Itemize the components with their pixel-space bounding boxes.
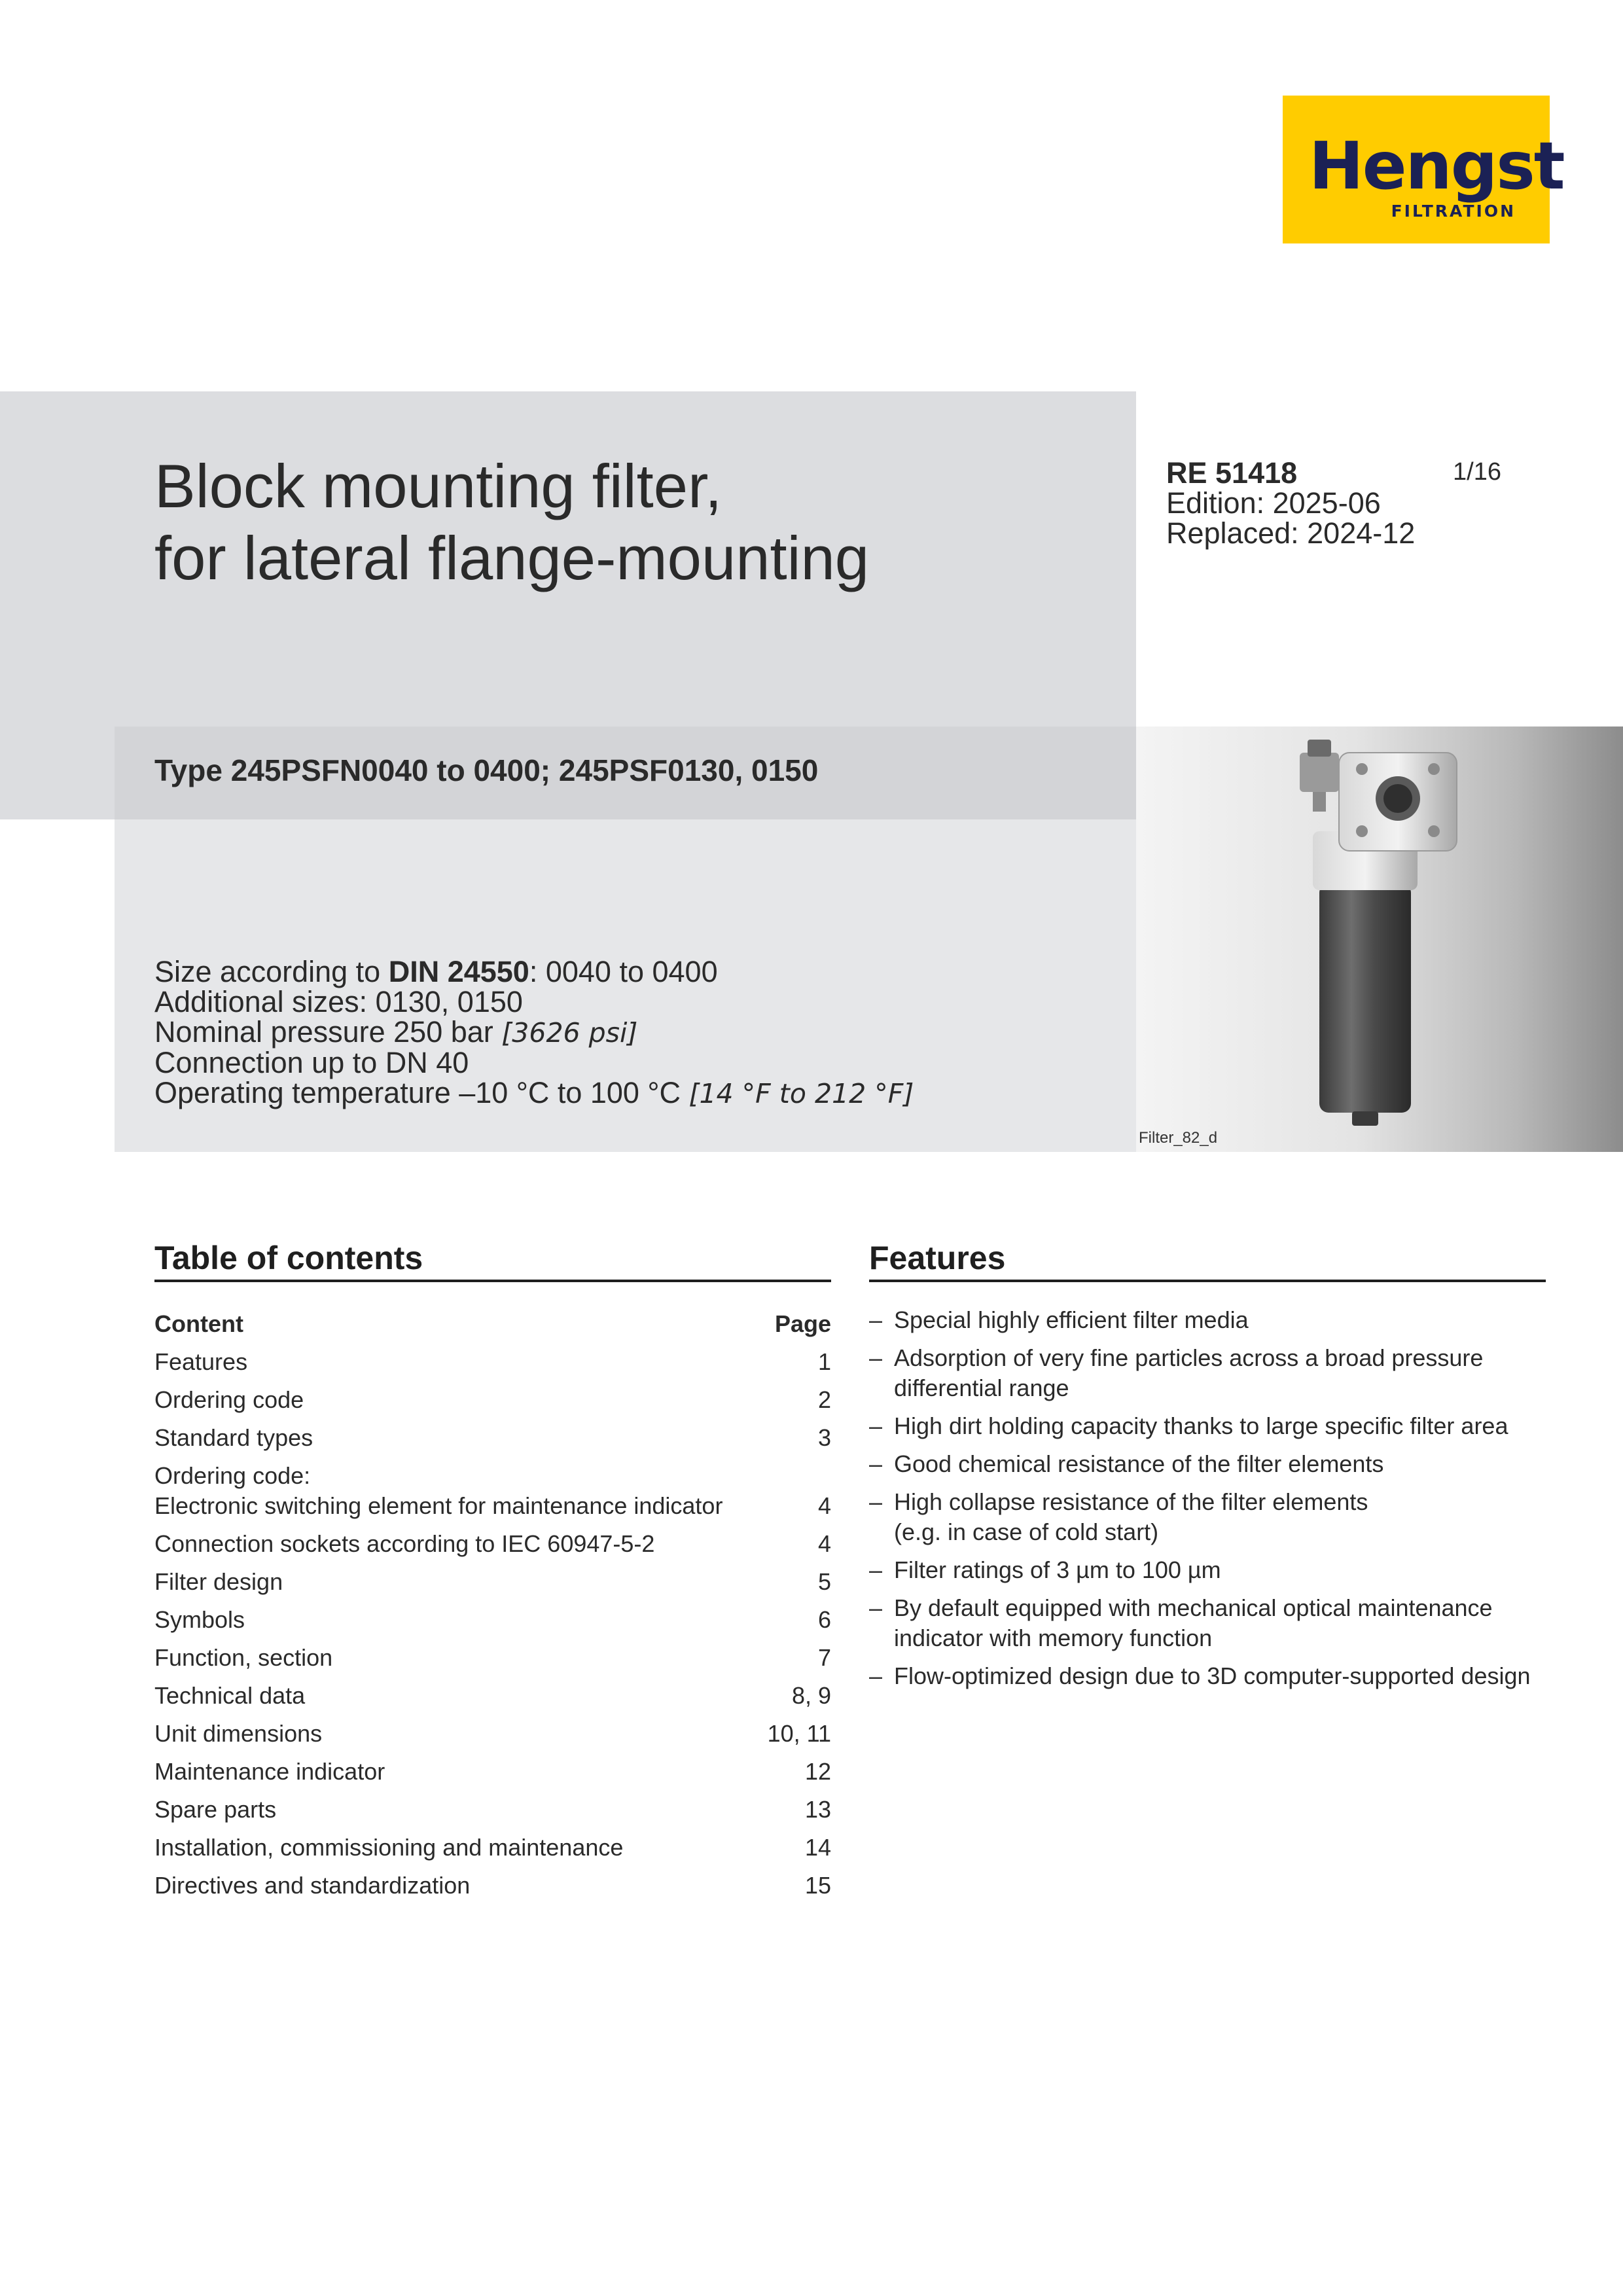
feature-bullet: –	[869, 1556, 883, 1583]
feature-bullet: –	[869, 1488, 883, 1515]
toc-row[interactable]	[154, 1605, 831, 1635]
document-number: RE 51418	[1166, 456, 1298, 490]
spec-size-suffix: : 0040 to 0400	[529, 955, 718, 988]
toc-row-label: Connection sockets according to IEC 60947-5-2	[154, 1530, 655, 1557]
spec-size-standard: DIN 24550	[388, 955, 529, 988]
toc-row-label: Directives and standardization	[154, 1872, 471, 1899]
toc-row-label: Features	[154, 1348, 248, 1375]
toc-row-label: Unit dimensions	[154, 1720, 323, 1747]
feature-bullet: –	[869, 1594, 883, 1621]
spec-size-prefix: Size according to	[154, 955, 389, 988]
toc-header-row	[154, 1309, 831, 1339]
toc-row[interactable]	[154, 1833, 831, 1863]
features-heading: Features	[869, 1240, 1006, 1276]
logo-wordmark: Hengst	[1309, 128, 1564, 204]
feature-text: Special highly efficient filter media	[894, 1306, 1249, 1333]
feature-item	[869, 1661, 1556, 1691]
toc-row[interactable]	[154, 1719, 831, 1749]
toc-row-page: 6	[817, 1606, 831, 1633]
features-divider	[869, 1280, 1546, 1282]
features-list	[869, 1305, 1556, 1699]
toc-row-page: 2	[817, 1386, 831, 1413]
toc-row-label: Spare parts	[154, 1796, 277, 1823]
toc-row[interactable]	[154, 1423, 831, 1453]
feature-item	[869, 1487, 1556, 1547]
toc-row-label: Ordering code	[154, 1386, 304, 1413]
toc-row-label: Function, section	[154, 1644, 333, 1671]
toc-divider	[154, 1280, 831, 1282]
feature-text: Filter ratings of 3 µm to 100 µm	[894, 1556, 1221, 1583]
feature-text: High dirt holding capacity thanks to large specific filter area	[894, 1412, 1508, 1439]
toc-row-page: 1	[817, 1348, 831, 1375]
toc-row-label: Maintenance indicator	[154, 1758, 385, 1785]
spec-temperature	[154, 1078, 1123, 1109]
toc-row-page: 4	[817, 1492, 831, 1519]
feature-item	[869, 1449, 1556, 1479]
feature-item	[869, 1305, 1556, 1335]
toc-row-page: 15	[804, 1872, 831, 1899]
toc-row-page: 7	[817, 1644, 831, 1671]
toc-row-label: Installation, commissioning and maintenance	[154, 1834, 624, 1861]
feature-text: By default equipped with mechanical optical maintenance indicator with memory function	[894, 1594, 1493, 1651]
feature-text: High collapse resistance of the filter elements (e.g. in case of cold start)	[894, 1488, 1368, 1545]
toc-row-page: 8, 9	[791, 1682, 831, 1709]
toc-row-page: 5	[817, 1568, 831, 1595]
toc-row-page: 10, 11	[767, 1720, 831, 1747]
feature-bullet: –	[869, 1344, 883, 1371]
document-edition: Edition: 2025-06	[1166, 486, 1381, 520]
document-title	[154, 450, 1103, 594]
toc-row[interactable]	[154, 1529, 831, 1559]
spec-pressure	[154, 1017, 1123, 1048]
title-line-2: for lateral flange-mounting	[154, 524, 870, 592]
feature-text: Flow-optimized design due to 3D computer-supported design	[894, 1662, 1531, 1689]
toc-heading: Table of contents	[154, 1240, 423, 1276]
toc-row-label: Standard types	[154, 1424, 313, 1451]
toc-row[interactable]	[154, 1461, 831, 1521]
title-line-1: Block mounting filter,	[154, 452, 722, 520]
toc-row-label: Filter design	[154, 1568, 283, 1595]
feature-item	[869, 1343, 1556, 1403]
toc-row-page: 13	[804, 1796, 831, 1823]
toc-row[interactable]	[154, 1871, 831, 1901]
spec-additional-sizes: Additional sizes: 0130, 0150	[154, 985, 523, 1018]
table-of-contents	[154, 1309, 831, 1909]
toc-rows	[154, 1347, 831, 1901]
toc-row[interactable]	[154, 1347, 831, 1377]
toc-row-page: 14	[804, 1834, 831, 1861]
filter-illustration	[1136, 726, 1623, 1152]
document-replaced: Replaced: 2024-12	[1166, 516, 1416, 550]
photo-caption: Filter_82_d	[1139, 1129, 1218, 1147]
spec-size	[154, 957, 1123, 987]
feature-text: Adsorption of very fine particles across a broad pressure differential range	[894, 1344, 1484, 1401]
key-specifications	[154, 957, 1123, 1109]
toc-row[interactable]	[154, 1757, 831, 1787]
toc-row[interactable]	[154, 1643, 831, 1673]
feature-item	[869, 1411, 1556, 1441]
feature-bullet: –	[869, 1662, 883, 1689]
toc-row-page: 3	[817, 1424, 831, 1451]
feature-item	[869, 1593, 1556, 1653]
toc-row-label: Ordering code: Electronic switching element for maintenance indicator	[154, 1462, 723, 1519]
feature-bullet: –	[869, 1450, 883, 1477]
logo-subtitle: FILTRATION	[1391, 202, 1516, 221]
product-photo	[1136, 726, 1623, 1152]
feature-text: Good chemical resistance of the filter elements	[894, 1450, 1384, 1477]
toc-row-label: Symbols	[154, 1606, 245, 1633]
header-left-strip	[0, 726, 115, 819]
toc-row[interactable]	[154, 1385, 831, 1415]
spec-connection: Connection up to DN 40	[154, 1046, 469, 1079]
feature-bullet: –	[869, 1412, 883, 1439]
toc-row[interactable]	[154, 1567, 831, 1597]
toc-row-page: 4	[817, 1530, 831, 1557]
type-designation: Type 245PSFN0040 to 0400; 245PSF0130, 0150	[154, 753, 819, 787]
toc-row-label: Technical data	[154, 1682, 306, 1709]
hengst-logo	[1283, 96, 1564, 243]
toc-row[interactable]	[154, 1681, 831, 1711]
spec-temperature-value: Operating temperature –10 °C to 100 °C	[154, 1076, 689, 1109]
document-info	[1166, 458, 1415, 548]
toc-row[interactable]	[154, 1795, 831, 1825]
spec-pressure-value: Nominal pressure 250 bar	[154, 1015, 502, 1049]
feature-item	[869, 1555, 1556, 1585]
spec-pressure-psi: [3626 psi]	[501, 1017, 638, 1049]
page-number: 1/16	[1453, 458, 1501, 486]
spec-temperature-fahrenheit: [14 °F to 212 °F]	[688, 1078, 914, 1109]
toc-col-page: Page	[774, 1310, 831, 1337]
toc-row-page: 12	[804, 1758, 831, 1785]
toc-col-content: Content	[154, 1310, 243, 1337]
feature-bullet: –	[869, 1306, 883, 1333]
